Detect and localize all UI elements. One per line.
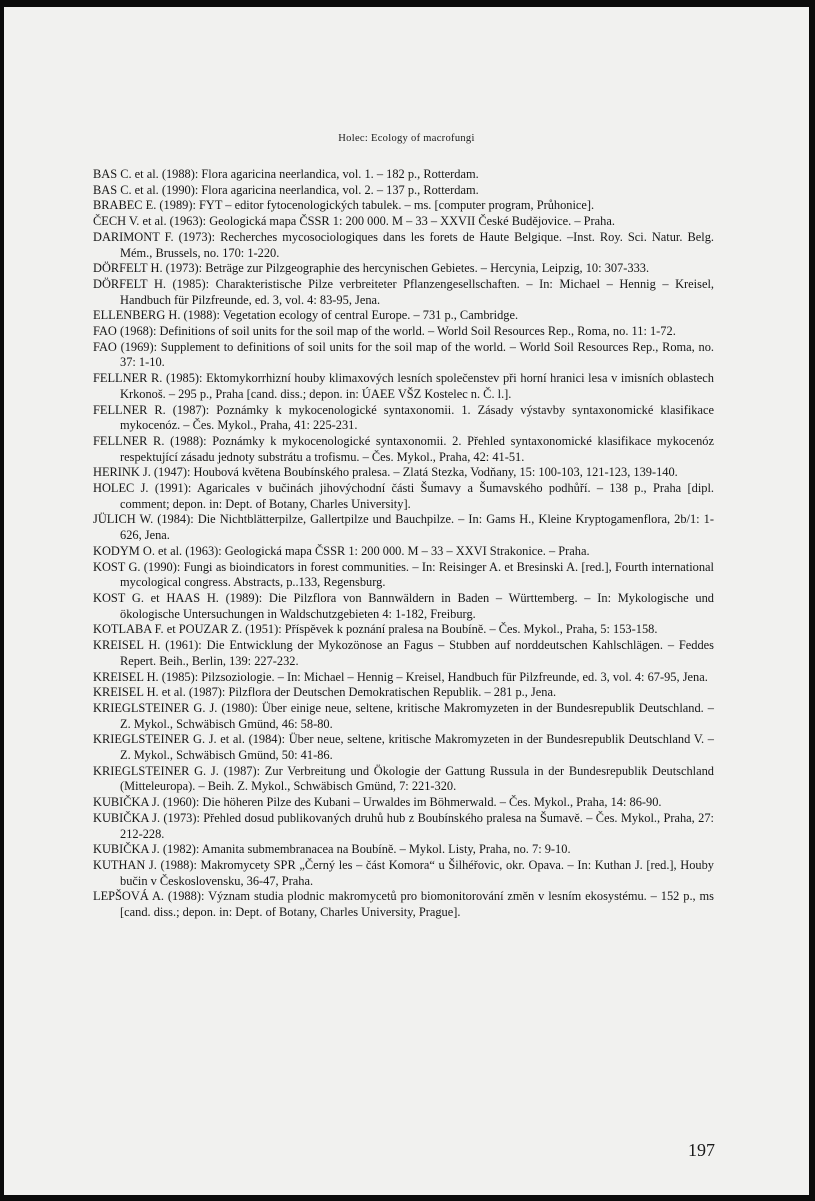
reference-entry: KOST G. et HAAS H. (1989): Die Pilzflora von Bannwäldern in Baden – Württemberg. – In: Mykologische und ökologische Untersuchungen in Waldschutzgebieten 4: 1-182, Freiburg. xyxy=(93,590,714,621)
reference-entry: FAO (1969): Supplement to definitions of soil units for the soil map of the world. – World Soil Resources Rep., Roma, no. 37: 1-10. xyxy=(93,339,714,370)
reference-entry: KREISEL H. (1961): Die Entwicklung der Mykozönose an Fagus – Stubben auf norddeutschen Kahlschlägen. – Feddes Repert. Beih., Berlin, 139: 227-232. xyxy=(93,638,714,668)
reference-entry: KOTLABA F. et POUZAR Z. (1951): Příspěvek k poznání pralesa na Boubíně. – Čes. Mykol., Praha, 5: 153-158. xyxy=(93,622,658,637)
reference-entry: KUBIČKA J. (1973): Přehled dosud publikovaných druhů hub z Boubínského pralesa na Šumavě. – Čes. Mykol., Praha, 27: 212-228. xyxy=(93,810,714,841)
reference-entry: KRIEGLSTEINER G. J. (1980): Über einige neue, seltene, kritische Makromyzeten in der Bundesrepublik Deutschland. – Z. Mykol., Schwäbisch Gmünd, 46: 58-80. xyxy=(93,700,714,731)
reference-entry: KREISEL H. et al. (1987): Pilzflora der Deutschen Demokratischen Republik. – 281 p., Jena. xyxy=(93,685,557,700)
running-head: Holec: Ecology of macrofungi xyxy=(338,133,475,144)
reference-entry: FELLNER R. (1987): Poznámky k mykocenologické syntaxonomii. 1. Zásady výstavby syntaxonomické klasifikace mykocenóz. – Čes. Mykol., Praha, 41: 225-231. xyxy=(93,402,714,433)
reference-entry: KUBIČKA J. (1982): Amanita submembranacea na Boubíně. – Mykol. Listy, Praha, no. 7: 9-10. xyxy=(93,842,571,857)
page-sheet xyxy=(4,7,809,1195)
reference-entry: ČECH V. et al. (1963): Geologická mapa ČSSR 1: 200 000. M – 33 – XXVII České Budějovice. – Praha. xyxy=(93,214,615,229)
reference-entry: JÜLICH W. (1984): Die Nichtblätterpilze, Gallertpilze und Bauchpilze. – In: Gams H., Kleine Kryptogamenflora, 2b/1: 1-626, Jena. xyxy=(93,512,714,543)
reference-entry: FELLNER R. (1985): Ektomykorrhizní houby klimaxových lesních společenstev při horní hranici lesa v imisních oblastech Krkonoš. – 295 p., Praha [cand. diss.; depon. in: ÚAEE VŠZ Kostelec n. Č. l.]. xyxy=(93,371,714,401)
reference-entry: KRIEGLSTEINER G. J. et al. (1984): Über neue, seltene, kritische Makromyzeten in der Bundesrepublik Deutschland V. – Z. Mykol., Schwäbisch Gmünd, 50: 41-86. xyxy=(93,732,714,763)
reference-entry: ELLENBERG H. (1988): Vegetation ecology of central Europe. – 731 p., Cambridge. xyxy=(93,308,519,323)
reference-entry: BAS C. et al. (1988): Flora agaricina neerlandica, vol. 1. – 182 p., Rotterdam. xyxy=(93,167,479,181)
reference-entry: HOLEC J. (1991): Agaricales v bučinách jihovýchodní části Šumavy a Šumavského podhůří. – 138 p., Praha [dipl. comment; depon. in: Dept. of Botany, Charles University]. xyxy=(93,481,714,511)
reference-entry: KREISEL H. (1985): Pilzsoziologie. – In: Michael – Hennig – Kreisel, Handbuch für Pilzfreunde, ed. 3, vol. 4: 67-95, Jena. xyxy=(93,669,708,684)
reference-entry: KOST G. (1990): Fungi as bioindicators in forest communities. – In: Reisinger A. et Bresinski A. [red.], Fourth international mycological congress. Abstracts, p..133, Regensburg. xyxy=(93,559,714,590)
reference-entry: DÖRFELT H. (1985): Charakteristische Pilze verbreiteter Pflanzengesellschaften. – In: Michael – Hennig – Kreisel, Handbuch für Pilzfreunde, ed. 3, vol. 4: 83-95, Jena. xyxy=(93,276,714,307)
page-number: 197 xyxy=(688,1140,715,1160)
reference-entry: DARIMONT F. (1973): Recherches mycosociologiques dans les forets de Haute Belgique. –Inst. Roy. Sci. Natur. Belg. Mém., Brussels, no. 170: 1-220. xyxy=(93,229,714,260)
reference-list xyxy=(93,167,714,921)
reference-entry: BAS C. et al. (1990): Flora agaricina neerlandica, vol. 2. – 137 p., Rotterdam. xyxy=(93,182,479,197)
reference-entry: LEPŠOVÁ A. (1988): Význam studia plodnic makromycetů pro biomonitorování změn v lesním ekosystému. – 152 p., ms [cand. diss.; depon. in: Dept. of Botany, Charles University, Prague]. xyxy=(93,889,714,920)
reference-entry: DÖRFELT H. (1973): Beträge zur Pilzgeographie des hercynischen Gebietes. – Hercynia, Leipzig, 10: 307-333. xyxy=(93,261,650,276)
reference-entry: FAO (1968): Definitions of soil units for the soil map of the world. – World Soil Resources Rep., Roma, no. 11: 1-72. xyxy=(93,324,676,339)
reference-entry: HERINK J. (1947): Houbová květena Boubínského pralesa. – Zlatá Stezka, Vodňany, 15: 100-103, 121-123, 139-140. xyxy=(93,465,678,480)
reference-entry: KODYM O. et al. (1963): Geologická mapa ČSSR 1: 200 000. M – 33 – XXVI Strakonice. – Praha. xyxy=(93,543,590,558)
reference-entry: FELLNER R. (1988): Poznámky k mykocenologické syntaxonomii. 2. Přehled syntaxonomické klasifikace mykocenóz respektující zásadu jednoty substrátu a trofismu. – Čes. Mykol., Praha, 42: 41-51. xyxy=(93,433,714,464)
reference-entry: KUTHAN J. (1988): Makromycety SPR „Černý les – část Komora“ u Šilhéřovic, okr. Opava. – In: Kuthan J. [red.], Houby bučin v Československu, 36-47, Praha. xyxy=(93,857,714,888)
reference-entry: BRABEC E. (1989): FYT – editor fytocenologických tabulek. – ms. [computer program, Průhonice]. xyxy=(93,198,595,213)
reference-entry: KRIEGLSTEINER G. J. (1987): Zur Verbreitung und Ökologie der Gattung Russula in der Bundesrepublik Deutschland (Mitteleuropa). – Beih. Z. Mykol., Schwäbisch Gmünd, 7: 221-320. xyxy=(93,763,714,794)
reference-entry: KUBIČKA J. (1960): Die höheren Pilze des Kubani – Urwaldes im Böhmerwald. – Čes. Mykol., Praha, 14: 86-90. xyxy=(93,795,662,810)
